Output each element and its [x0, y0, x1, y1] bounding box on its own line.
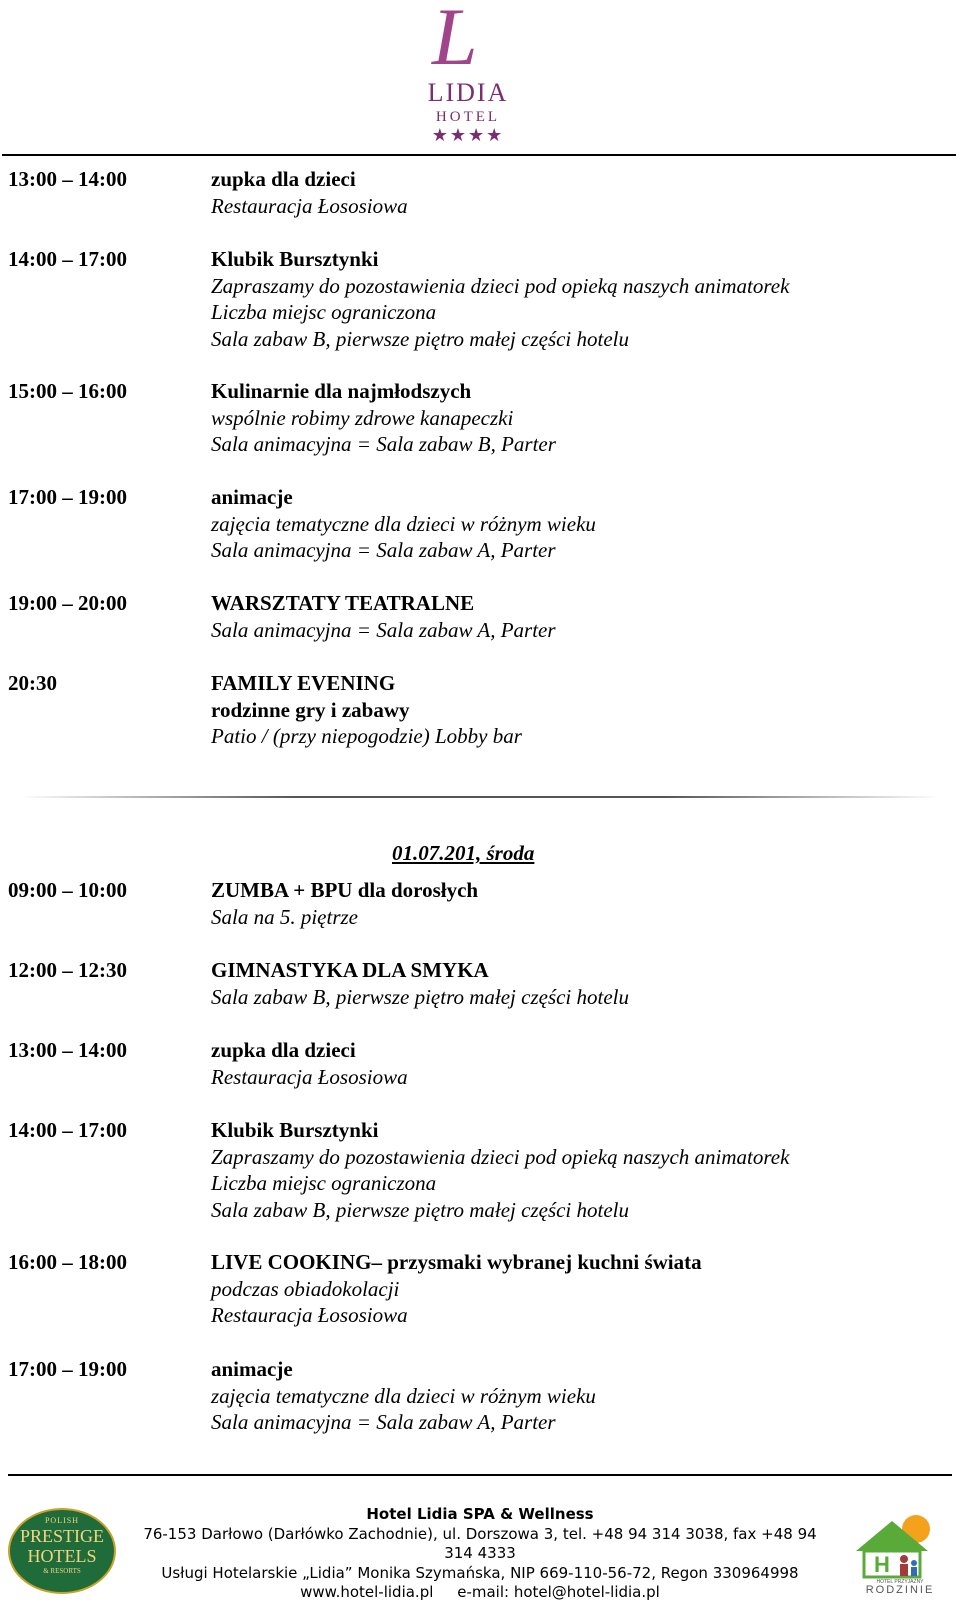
entry-title: zupka dla dzieci	[211, 1038, 356, 1062]
entry-detail-line: Sala zabaw B, pierwsze piętro małej części hotelu	[211, 984, 630, 1009]
family-logo-small: HOTEL PRZYJAZNY	[876, 1579, 924, 1585]
entry-title: ZUMBA + BPU dla dorosłych	[211, 878, 479, 902]
entry-time: 17:00 – 19:00	[8, 485, 127, 509]
entry-detail-line: Sala animacyjna = Sala zabaw A, Parter	[211, 538, 556, 562]
entry-details	[211, 670, 522, 750]
entry-time: 12:00 – 12:30	[8, 958, 127, 982]
footer-company: Usługi Hotelarskie „Lidia” Monika Szymańska, NIP 669-110-56-72, Regon 330964998	[161, 1563, 799, 1582]
entry-detail-line: Patio / (przy niepogodzie) Lobby bar	[211, 724, 522, 748]
entry-details	[211, 1356, 596, 1436]
entry-detail-line: Sala zabaw B, pierwsze piętro małej części hotelu	[211, 1197, 630, 1222]
entry-title: WARSZTATY TEATRALNE	[211, 591, 475, 615]
entry-details	[211, 1037, 408, 1090]
prestige-logo-line-1: PRESTIGE	[19, 1526, 104, 1546]
entry-detail-line: zajęcia tematyczne dla dzieci w różnym wieku	[211, 1383, 596, 1408]
entry-details	[211, 166, 408, 219]
entry-title: zupka dla dzieci	[211, 167, 356, 191]
footer-address: 76-153 Darłowo (Darłówko Zachodnie), ul. Dorszowa 3, tel. +48 94 314 3038, fax +48 94 314 4333	[143, 1524, 817, 1562]
entry-time: 14:00 – 17:00	[8, 247, 127, 271]
entry-details	[211, 1117, 789, 1223]
entry-detail-line: Sala animacyjna = Sala zabaw A, Parter	[211, 617, 556, 642]
entry-time: 16:00 – 18:00	[8, 1250, 127, 1274]
entry-time: 13:00 – 14:00	[8, 1038, 127, 1062]
logo-hotel: HOTEL	[435, 109, 501, 125]
entry-details	[211, 484, 596, 564]
entry-time: 09:00 – 10:00	[8, 878, 127, 902]
entry-detail-line: Zapraszamy do pozostawienia dzieci pod opieką naszych animatorek	[211, 1144, 790, 1169]
entry-detail-line: Zapraszamy do pozostawienia dzieci pod opieką naszych animatorek	[211, 273, 790, 298]
entry-title: GIMNASTYKA DLA SMYKA	[211, 958, 489, 982]
entry-title: animacje	[211, 485, 293, 509]
entry-detail-line: rodzinne gry i zabawy	[211, 697, 410, 722]
entry-detail-line: Sala zabaw B, pierwsze piętro małej części hotelu	[211, 326, 630, 351]
entry-detail-line: Sala animacyjna = Sala zabaw A, Parter	[211, 1410, 556, 1434]
section-divider	[20, 796, 940, 798]
entry-detail-line: wspólnie robimy zdrowe kanapeczki	[211, 405, 514, 430]
entry-detail-line: Restauracja Łososiowa	[211, 1064, 408, 1089]
entry-time: 20:30	[8, 671, 57, 695]
logo-brand: LIDIA	[427, 78, 509, 107]
entry-detail-line: Restauracja Łososiowa	[211, 1303, 408, 1327]
logo-stars: ★★★★	[431, 125, 505, 145]
footer-divider	[8, 1474, 952, 1476]
entry-details	[211, 590, 556, 643]
entry-time: 19:00 – 20:00	[8, 591, 127, 615]
entry-detail-line: Sala animacyjna = Sala zabaw B, Parter	[211, 432, 556, 456]
entry-title: Klubik Bursztynki	[211, 1118, 379, 1142]
header-divider	[2, 154, 956, 156]
entry-details	[211, 246, 789, 352]
entry-details	[211, 378, 556, 458]
logo-letter: L	[432, 0, 478, 82]
entry-title: FAMILY EVENING	[211, 671, 396, 695]
prestige-logo-bottom: & RESORTS	[43, 1567, 81, 1575]
entry-time: 15:00 – 16:00	[8, 379, 127, 403]
family-logo-text: RODZINIE	[865, 1584, 935, 1595]
prestige-logo-line-2: HOTELS	[27, 1546, 97, 1566]
footer-title: Hotel Lidia SPA & Wellness	[366, 1505, 594, 1523]
entry-title: animacje	[211, 1357, 293, 1381]
entry-detail-line: Restauracja Łososiowa	[211, 193, 408, 218]
hotel-lidia-logo	[418, 2, 538, 150]
footer-contact-block	[130, 1505, 830, 1603]
entry-detail-line: Liczba miejsc ograniczona	[211, 300, 437, 324]
svg-text:H: H	[874, 1552, 890, 1577]
entry-detail-line: podczas obiadokolacji	[211, 1276, 400, 1301]
entry-detail-line: Liczba miejsc ograniczona	[211, 1171, 437, 1195]
family-friendly-hotel-logo	[852, 1507, 948, 1595]
entry-details	[211, 1249, 702, 1329]
entry-title: Klubik Bursztynki	[211, 247, 379, 271]
entry-detail-line: Sala na 5. piętrze	[211, 904, 358, 929]
footer-contact: www.hotel-lidia.pl e-mail: hotel@hotel-lidia.pl	[300, 1583, 660, 1601]
day-title: 01.07.201, środa	[392, 841, 535, 865]
entry-details	[211, 957, 629, 1010]
entry-title: LIVE COOKING– przysmaki wybranej kuchni świata	[211, 1250, 702, 1274]
entry-time: 14:00 – 17:00	[8, 1118, 127, 1142]
entry-detail-line: zajęcia tematyczne dla dzieci w różnym wieku	[211, 511, 596, 536]
entry-title: Kulinarnie dla najmłodszych	[211, 379, 472, 403]
entry-time: 17:00 – 19:00	[8, 1357, 127, 1381]
entry-time: 13:00 – 14:00	[8, 167, 127, 191]
prestige-logo-top: POLISH	[44, 1516, 79, 1525]
entry-details	[211, 877, 478, 930]
prestige-hotels-logo	[8, 1508, 116, 1594]
